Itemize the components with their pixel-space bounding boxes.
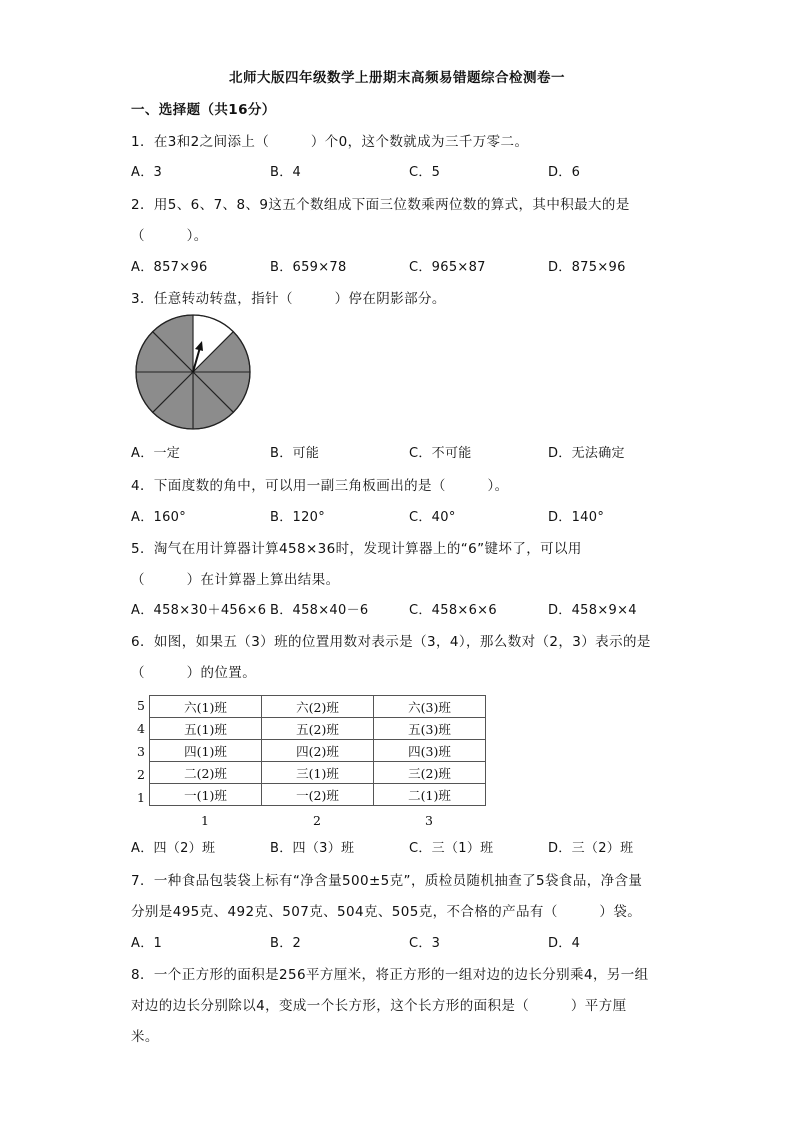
table-row [150, 740, 486, 762]
question-7: 7．一种食品包装袋上标有“净含量500±5克”，质检员随机抽查了5袋食品，净含量 [131, 873, 643, 889]
question-6: 6．如图，如果五（3）班的位置用数对表示是（3，4），那么数对（2，3）表示的是 [131, 634, 651, 650]
table-row [150, 696, 486, 718]
grid-cell: 二(1)班 [374, 784, 486, 806]
question-5-cont: （ ）在计算器上算出结果。 [131, 572, 340, 588]
grid-cell: 一(2)班 [262, 784, 374, 806]
q1-option-d[interactable]: D．6 [548, 165, 581, 180]
column-label: 2 [313, 813, 321, 828]
grid-cell: 四(2)班 [262, 740, 374, 762]
grid-cell: 四(3)班 [374, 740, 486, 762]
q5-option-d[interactable]: D．458×9×4 [548, 603, 637, 618]
q4-option-c[interactable]: C．40° [409, 510, 456, 525]
column-label: 1 [201, 813, 209, 828]
q1-option-b[interactable]: B．4 [270, 165, 302, 180]
question-8-cont: 对边的边长分别除以4，变成一个长方形，这个长方形的面积是（ ）平方厘 [131, 998, 627, 1014]
question-8: 8．一个正方形的面积是256平方厘米，将正方形的一组对边的边长分别乘4，另一组 [131, 967, 649, 983]
q6-option-c[interactable]: C．三（1）班 [409, 841, 494, 856]
question-6-cont: （ ）的位置。 [131, 665, 257, 681]
q5-option-a[interactable]: A．458×30＋456×6 [131, 603, 267, 618]
question-2: 2．用5、6、7、8、9这五个数组成下面三位数乘两位数的算式，其中积最大的是 [131, 197, 630, 213]
q7-option-c[interactable]: C．3 [409, 936, 441, 951]
q7-option-d[interactable]: D．4 [548, 936, 581, 951]
q2-option-c[interactable]: C．965×87 [409, 260, 486, 275]
q7-option-b[interactable]: B．2 [270, 936, 302, 951]
q6-option-a[interactable]: A．四（2）班 [131, 841, 216, 856]
row-label: 2 [137, 767, 145, 782]
q2-option-a[interactable]: A．857×96 [131, 260, 208, 275]
q4-option-d[interactable]: D．140° [548, 510, 605, 525]
column-label: 3 [425, 813, 433, 828]
q3-option-d[interactable]: D．无法确定 [548, 446, 625, 461]
grid-cell: 五(3)班 [374, 718, 486, 740]
q6-option-b[interactable]: B．四（3）班 [270, 841, 355, 856]
question-1: 1．在3和2之间添上（ ）个0，这个数就成为三千万零二。 [131, 134, 529, 150]
section-heading: 一、选择题（共16分） [131, 102, 276, 118]
row-label: 4 [137, 721, 145, 736]
q3-option-a[interactable]: A．一定 [131, 446, 181, 461]
q2-option-d[interactable]: D．875×96 [548, 260, 626, 275]
page-title: 北师大版四年级数学上册期末高频易错题综合检测卷一 [229, 70, 565, 86]
question-3: 3．任意转动转盘，指针（ ）停在阴影部分。 [131, 291, 446, 307]
table-row [150, 784, 486, 806]
grid-cell: 三(2)班 [374, 762, 486, 784]
spinner-figure [131, 314, 255, 430]
grid-cell: 六(1)班 [150, 696, 262, 718]
q2-option-b[interactable]: B．659×78 [270, 260, 347, 275]
grid-cell: 一(1)班 [150, 784, 262, 806]
question-7-cont: 分别是495克、492克、507克、504克、505克，不合格的产品有（ ）袋。 [131, 904, 642, 920]
table-row [150, 718, 486, 740]
q3-option-b[interactable]: B．可能 [270, 446, 320, 461]
question-8-cont2: 米。 [131, 1029, 159, 1045]
grid-cell: 四(1)班 [150, 740, 262, 762]
question-2-cont: （ ）。 [131, 228, 208, 244]
question-4: 4．下面度数的角中，可以用一副三角板画出的是（ ）。 [131, 478, 509, 494]
row-label: 1 [137, 790, 145, 805]
q3-option-c[interactable]: C．不可能 [409, 446, 472, 461]
q1-option-a[interactable]: A．3 [131, 165, 163, 180]
table-row [150, 762, 486, 784]
grid-cell: 六(2)班 [262, 696, 374, 718]
q4-option-b[interactable]: B．120° [270, 510, 326, 525]
grid-cell: 五(2)班 [262, 718, 374, 740]
row-label: 5 [137, 698, 145, 713]
q5-option-c[interactable]: C．458×6×6 [409, 603, 497, 618]
grid-cell: 六(3)班 [374, 696, 486, 718]
grid-cell: 二(2)班 [150, 762, 262, 784]
q1-option-c[interactable]: C．5 [409, 165, 441, 180]
q6-option-d[interactable]: D．三（2）班 [548, 841, 634, 856]
grid-cell: 五(1)班 [150, 718, 262, 740]
q4-option-a[interactable]: A．160° [131, 510, 187, 525]
question-5: 5．淘气在用计算器计算458×36时，发现计算器上的“6”键坏了，可以用 [131, 541, 582, 557]
row-label: 3 [137, 744, 145, 759]
q7-option-a[interactable]: A．1 [131, 936, 163, 951]
q5-option-b[interactable]: B．458×40－6 [270, 603, 369, 618]
seating-grid [149, 695, 486, 806]
grid-cell: 三(1)班 [262, 762, 374, 784]
